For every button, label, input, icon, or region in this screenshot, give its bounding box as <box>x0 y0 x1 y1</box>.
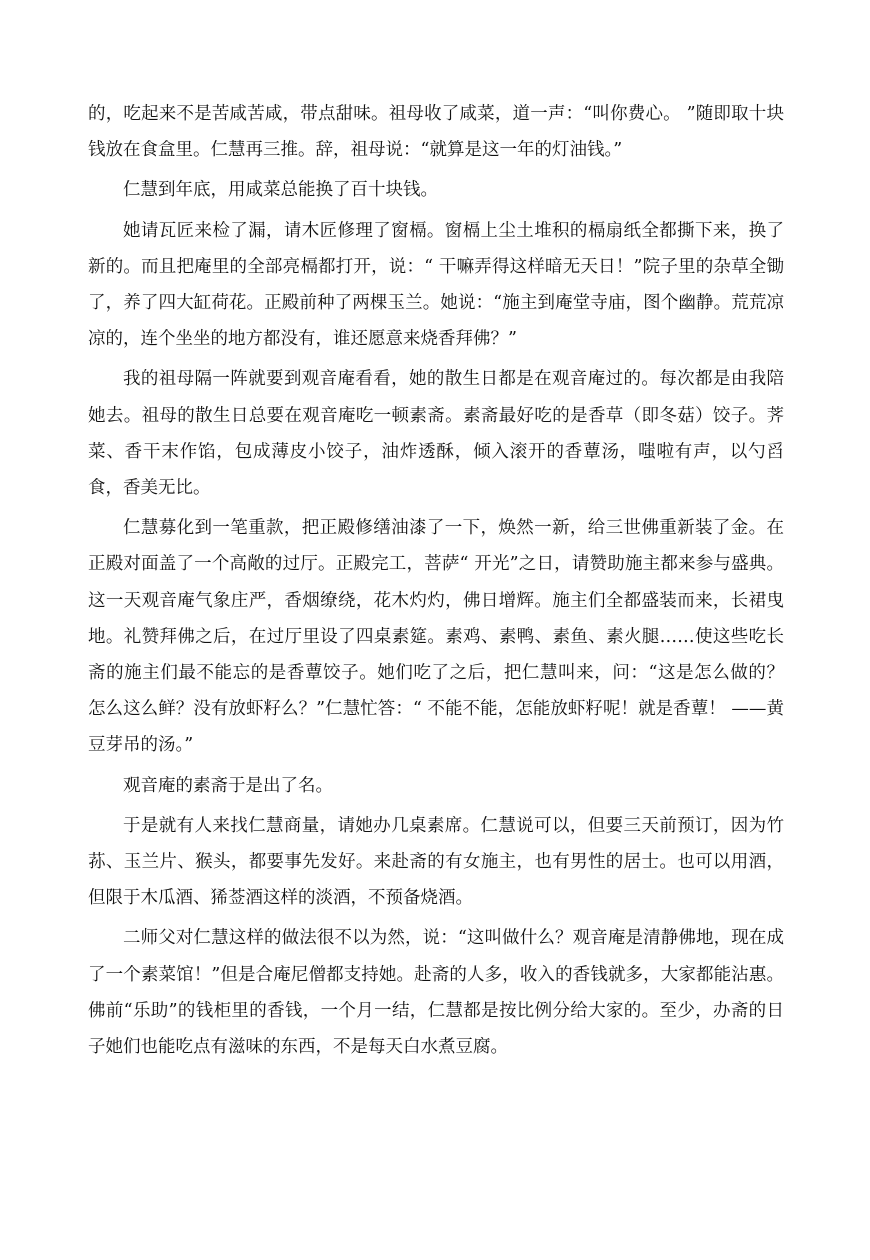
paragraph-5: 仁慧募化到一笔重款，把正殿修缮油漆了一下，焕然一新，给三世佛重新装了金。在正殿对面盖了一个高敞的过厅。正殿完工，菩萨“ 开光”之日，请赞助施主都来参与盛典。这一天观音庵气象庄严，香烟缭绕，花木灼灼，佛日增辉。施主们全都盛装而来，长裙曳地。礼赞拜佛之后，在过厅里设了四桌素筵。素鸡、素鸭、素鱼、素火腿……使这些吃长斋的施主们最不能忘的是香蕈饺子。她们吃了之后，把仁慧叫来，问：“这是怎么做的？ 怎么这么鲜？没有放虾籽么？”仁慧忙答：“ 不能不能，怎能放虾籽呢！就是香蕈！ ——黄豆芽吊的汤。” <box>88 518 784 756</box>
paragraph-4: 我的祖母隔一阵就要到观音庵看看，她的散生日都是在观音庵过的。每次都是由我陪她去。祖母的散生日总要在观音庵吃一顿素斋。素斋最好吃的是香草（即冬菇）饺子。荠菜、香干末作馅，包成薄皮小饺子，油炸透酥，倾入滚开的香蕈汤，嗤啦有声，以勺舀食，香美无比。 <box>88 369 784 499</box>
paragraph-3: 她请瓦匠来检了漏，请木匠修理了窗槅。窗槅上尘土堆积的槅扇纸全都撕下来，换了新的。而且把庵里的全部亮槅都打开，说：“ 干嘛弄得这样暗无天日！”院子里的杂草全锄了，养了四大缸荷花。正殿前种了两棵玉兰。她说：“施主到庵堂寺庙，图个幽静。荒荒凉凉的，连个坐坐的地方都没有，谁还愿意来烧香拜佛？” <box>88 220 784 350</box>
paragraph-1: 的，吃起来不是苦咸苦咸，带点甜味。祖母收了咸菜，道一声：“叫你费心。 ”随即取十块钱放在食盒里。仁慧再三推。辞，祖母说：“就算是这一年的灯油钱。” <box>88 104 784 161</box>
paragraph-6: 观音庵的素斋于是出了名。 <box>123 775 333 796</box>
paragraph-2: 仁慧到年底，用咸菜总能换了百十块钱。 <box>123 180 438 201</box>
paragraph-8: 二师父对仁慧这样的做法很不以为然，说：“这叫做什么？观音庵是清静佛地，现在成了一个素菜馆！”但是合庵尼僧都支持她。赴斋的人多，收入的香钱就多，大家都能沾惠。佛前“乐助”的钱柜里的香钱，一个月一结，仁慧都是按比例分给大家的。至少，办斋的日子她们也能吃点有滋味的东西，不是每天白水煮豆腐。 <box>88 928 784 1058</box>
paragraph-7: 于是就有人来找仁慧商量，请她办几桌素席。仁慧说可以，但要三天前预订，因为竹荪、玉兰片、猴头，都要事先发好。来赴斋的有女施主，也有男性的居士。也可以用酒，但限于木瓜酒、狶莶酒这样的淡酒，不预备烧酒。 <box>88 815 784 909</box>
